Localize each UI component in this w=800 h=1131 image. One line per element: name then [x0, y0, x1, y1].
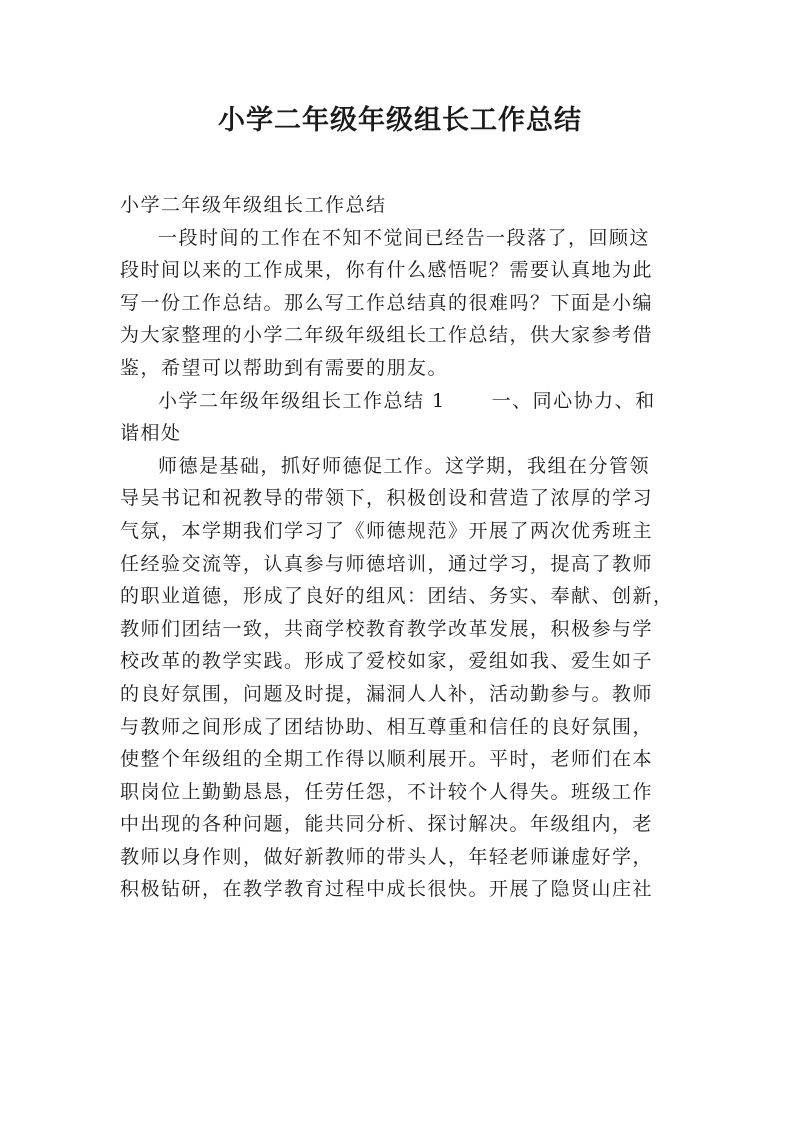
paragraph-line: 为大家整理的小学二年级年级组长工作总结，供大家参考借	[120, 324, 654, 347]
paragraph-line: 鉴，希望可以帮助到有需要的朋友。	[120, 356, 449, 379]
section-heading-line	[120, 385, 686, 418]
document-body	[120, 189, 686, 906]
paragraph-line: 与教师之间形成了团结协助、相互尊重和信任的良好氛围，	[120, 715, 654, 738]
paragraph-line: 的职业道德，形成了良好的组风：团结、务实、奉献、创新，	[120, 585, 674, 608]
paragraph-line: 教师们团结一致，共商学校教育教学改革发展，积极参与学	[120, 617, 654, 640]
paragraph-line: 任经验交流等，认真参与师德培训，通过学习，提高了教师	[120, 552, 654, 575]
paragraph-line: 段时间以来的工作成果，你有什么感悟呢？需要认真地为此	[120, 259, 654, 282]
paragraph-line: 中出现的各种问题，能共同分析、探讨解决。年级组内，老	[120, 813, 654, 836]
paragraph-line: 教师以身作则，做好新教师的带头人，年轻老师谦虚好学，	[120, 845, 654, 868]
document-title: 小学二年级年级组长工作总结	[218, 105, 582, 136]
paragraph-line: 一段时间的工作在不知不觉间已经告一段落了，回顾这	[158, 226, 651, 249]
paragraph-line: 气氛，本学期我们学习了《师德规范》开展了两次优秀班主	[120, 519, 654, 542]
subtitle-line: 小学二年级年级组长工作总结	[120, 194, 387, 216]
paragraph-line: 积极钻研，在教学教育过程中成长很快。开展了隐贤山庄社	[120, 878, 654, 901]
paragraph-line: 写一份工作总结。那么写工作总结真的很难吗？下面是小编	[120, 291, 654, 314]
section-heading-title: 小学二年级年级组长工作总结 1	[158, 389, 446, 412]
paragraph-line: 校改革的教学实践。形成了爱校如家，爱组如我、爱生如子	[120, 650, 654, 673]
paragraph-line: 的良好氛围，问题及时提，漏洞人人补，活动勤参与。教师	[120, 682, 654, 705]
paragraph-line: 导吴书记和祝教导的带领下，积极创设和营造了浓厚的学习	[120, 487, 654, 510]
paragraph-line: 使整个年级组的全期工作得以顺利展开。平时，老师们在本	[120, 748, 654, 771]
paragraph-line: 师德是基础，抓好师德促工作。这学期，我组在分管领	[158, 454, 651, 477]
section-heading-subtitle: 一、同心协力、和	[491, 389, 656, 412]
paragraph-line: 职岗位上勤勤恳恳，任劳任怨，不计较个人得失。班级工作	[120, 780, 654, 803]
paragraph-line: 谐相处	[120, 422, 182, 445]
